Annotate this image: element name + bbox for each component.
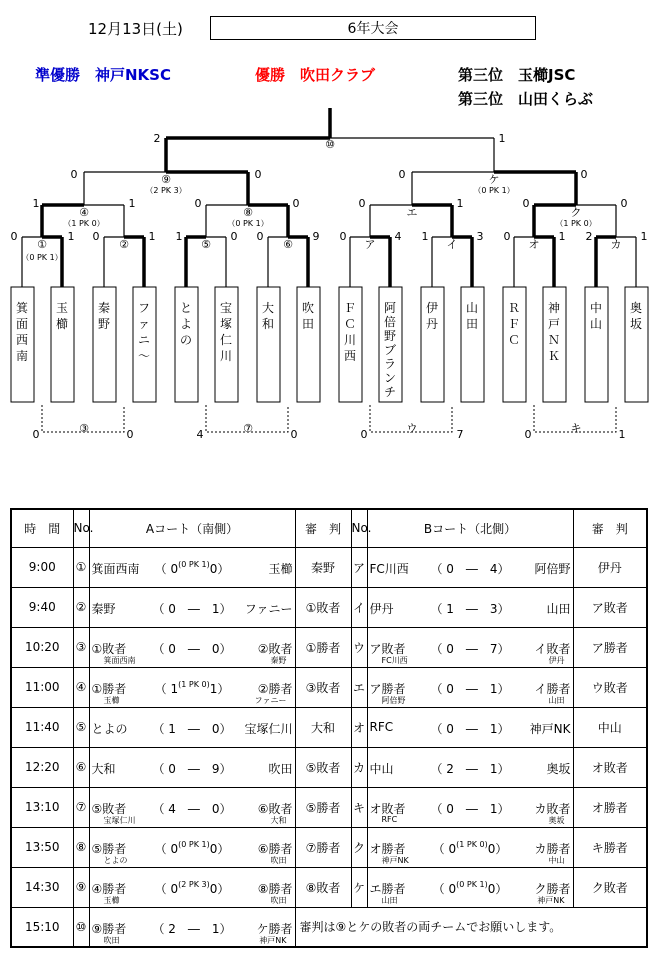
header-no: No.	[73, 509, 89, 547]
team-name: 伊丹	[425, 301, 439, 331]
match-no: オ	[351, 707, 367, 747]
team-name: ＲＦＣ	[507, 301, 521, 347]
match-label: ⑩	[325, 138, 335, 151]
match-label: ⑨	[161, 173, 171, 186]
match-label: ④	[79, 206, 89, 219]
match-no: ⑩	[73, 907, 89, 947]
match-label: ②	[119, 238, 129, 251]
referee-cell: ア敗者	[573, 587, 647, 627]
svg-text:4: 4	[394, 230, 402, 243]
match-cell: オ敗者 RFC （ 0 ― 1） カ敗者 奥坂	[367, 787, 573, 827]
svg-text:1: 1	[498, 132, 506, 145]
third-place-1: 第三位 玉櫛JSC	[458, 66, 576, 84]
time-cell: 13:50	[11, 827, 73, 867]
table-header	[11, 509, 647, 547]
team-name: 神戸ＮＫ	[547, 301, 561, 363]
svg-text:0: 0	[503, 230, 511, 243]
match-cell: ア敗者 FC川西 （ 0 ― 7） イ敗者 伊丹	[367, 627, 573, 667]
match-label: ウ	[406, 422, 418, 435]
team-name: 大和	[261, 301, 275, 331]
svg-text:0: 0	[126, 428, 134, 441]
team-name: 宝塚仁川	[219, 301, 233, 363]
time-cell: 13:10	[11, 787, 73, 827]
match-label: ケ	[488, 173, 500, 186]
team-name: ファニ～	[137, 301, 151, 363]
svg-text:0: 0	[358, 197, 366, 210]
referee-cell: ⑦勝者	[295, 827, 351, 867]
svg-text:0: 0	[339, 230, 347, 243]
pk-note: （2 PK 3）	[145, 186, 187, 195]
svg-text:1: 1	[128, 197, 136, 210]
match-no: キ	[351, 787, 367, 827]
svg-text:0: 0	[398, 168, 406, 181]
match-label: ⑤	[201, 238, 211, 251]
time-cell: 10:20	[11, 627, 73, 667]
table-row	[11, 707, 647, 747]
svg-text:2: 2	[585, 230, 593, 243]
header-time: 時 間	[11, 509, 73, 547]
match-cell: ④勝者 玉櫛 （ $0^{(2 PK 3)}0$） ⑧勝者 吹田	[89, 867, 295, 907]
referee-cell: ⑧敗者	[295, 867, 351, 907]
svg-text:0: 0	[522, 197, 530, 210]
match-no: ケ	[351, 867, 367, 907]
match-no: ウ	[351, 627, 367, 667]
referee-cell: ア勝者	[573, 627, 647, 667]
referee-cell: オ勝者	[573, 787, 647, 827]
team-name: 阿倍野ブランチ	[383, 301, 397, 399]
team-name: 中山	[589, 301, 603, 331]
match-cell: FC川西 （ 0 ― 4） 阿倍野	[367, 547, 573, 587]
svg-text:0: 0	[70, 168, 78, 181]
header-referee: 審 判	[295, 509, 351, 547]
referee-cell: 秦野	[295, 547, 351, 587]
svg-text:0: 0	[360, 428, 368, 441]
date-label: 12月13日(土)	[88, 20, 183, 38]
runner-up-label: 準優勝 神戸NKSC	[35, 66, 171, 84]
match-cell: RFC （ 0 ― 1） 神戸NK	[367, 707, 573, 747]
match-label: エ	[406, 206, 418, 219]
match-label: ⑥	[283, 238, 293, 251]
referee-cell: ①敗者	[295, 587, 351, 627]
table-row	[11, 787, 647, 827]
svg-text:0: 0	[256, 230, 264, 243]
match-no: ⑥	[73, 747, 89, 787]
pk-note: （0 PK 1）	[21, 253, 63, 262]
match-no: エ	[351, 667, 367, 707]
table-row	[11, 827, 647, 867]
match-cell: ①敗者 箕面西南 （ 0 ― 0） ②敗者 秦野	[89, 627, 295, 667]
match-label: ⑦	[243, 422, 253, 435]
time-cell: 11:40	[11, 707, 73, 747]
match-no: ⑧	[73, 827, 89, 867]
match-cell: 中山 （ 2 ― 1） 奥坂	[367, 747, 573, 787]
match-cell: ⑤敗者 宝塚仁川 （ 4 ― 0） ⑥敗者 大和	[89, 787, 295, 827]
match-no: ②	[73, 587, 89, 627]
time-cell: 11:00	[11, 667, 73, 707]
match-no: ⑦	[73, 787, 89, 827]
match-cell: 箕面西南 （ $0^{(0 PK 1)}0$） 玉櫛	[89, 547, 295, 587]
svg-text:0: 0	[292, 197, 300, 210]
svg-text:1: 1	[640, 230, 648, 243]
match-label: カ	[610, 238, 622, 251]
referee-cell: ③敗者	[295, 667, 351, 707]
third-place-2: 第三位 山田くらぶ	[458, 90, 594, 108]
match-label: キ	[570, 422, 582, 435]
svg-text:0: 0	[290, 428, 298, 441]
table-row	[11, 747, 647, 787]
match-label: ク	[570, 206, 582, 219]
svg-text:0: 0	[524, 428, 532, 441]
referee-cell: ⑤勝者	[295, 787, 351, 827]
match-no: ク	[351, 827, 367, 867]
referee-cell: 中山	[573, 707, 647, 747]
pk-note: （1 PK 0）	[63, 219, 105, 228]
header-no: No.	[351, 509, 367, 547]
time-cell: 9:40	[11, 587, 73, 627]
match-label: ⑧	[243, 206, 253, 219]
match-no: ⑨	[73, 867, 89, 907]
match-no: ④	[73, 667, 89, 707]
match-cell: ①勝者 玉櫛 （ $1^{(1 PK 0)}1$） ②勝者 ファニー	[89, 667, 295, 707]
table-row	[11, 547, 647, 587]
pk-note: （1 PK 0）	[555, 219, 597, 228]
svg-text:0: 0	[92, 230, 100, 243]
table-row	[11, 627, 647, 667]
match-cell: ⑤勝者 とよの （ $0^{(0 PK 1)}0$） ⑥勝者 吹田	[89, 827, 295, 867]
time-cell: 15:10	[11, 907, 73, 947]
svg-text:1: 1	[456, 197, 464, 210]
match-no: イ	[351, 587, 367, 627]
referee-cell: ⑤敗者	[295, 747, 351, 787]
match-no: ③	[73, 627, 89, 667]
referee-cell: オ敗者	[573, 747, 647, 787]
header-referee: 審 判	[573, 509, 647, 547]
svg-text:1: 1	[32, 197, 40, 210]
pk-note: （0 PK 1）	[227, 219, 269, 228]
final-row: 15:10 ⑩ ⑨勝者 吹田 （ 2 ― 1） ケ勝者 神戸NK 審判は⑨とケの敗者の両チームでお願いします。	[11, 907, 647, 947]
svg-text:0: 0	[32, 428, 40, 441]
team-name: 奥坂	[629, 301, 643, 331]
match-label: ア	[364, 238, 376, 251]
svg-text:0: 0	[580, 168, 588, 181]
match-cell: 伊丹 （ 1 ― 3） 山田	[367, 587, 573, 627]
svg-text:3: 3	[476, 230, 484, 243]
team-name: 吹田	[301, 301, 315, 331]
final-note: 審判は⑨とケの敗者の両チームでお願いします。	[295, 907, 647, 947]
schedule-table	[10, 508, 648, 948]
svg-text:4: 4	[196, 428, 204, 441]
referee-cell: ウ敗者	[573, 667, 647, 707]
svg-text:0: 0	[620, 197, 628, 210]
match-cell: エ勝者 山田 （ $0^{(0 PK 1)}0$） ク勝者 神戸NK	[367, 867, 573, 907]
champion-label: 優勝 吹田クラブ	[255, 66, 376, 84]
match-cell: 秦野 （ 0 ― 1） ファニー	[89, 587, 295, 627]
svg-text:0: 0	[230, 230, 238, 243]
time-cell: 9:00	[11, 547, 73, 587]
svg-text:7: 7	[456, 428, 464, 441]
match-no: ア	[351, 547, 367, 587]
time-cell: 12:20	[11, 747, 73, 787]
match-cell: とよの （ 1 ― 0） 宝塚仁川	[89, 707, 295, 747]
svg-text:1: 1	[175, 230, 183, 243]
svg-text:1: 1	[618, 428, 626, 441]
match-label: イ	[446, 238, 458, 251]
svg-text:0: 0	[10, 230, 18, 243]
referee-cell: 大和	[295, 707, 351, 747]
team-name: 秦野	[97, 301, 111, 331]
match-label: ③	[79, 422, 89, 435]
svg-text:1: 1	[558, 230, 566, 243]
team-name: 山田	[465, 301, 479, 331]
match-label: オ	[528, 238, 540, 251]
table-row	[11, 667, 647, 707]
match-no: ①	[73, 547, 89, 587]
svg-text:9: 9	[312, 230, 320, 243]
table-row	[11, 867, 647, 907]
team-name: ＦＣ川西	[343, 301, 357, 363]
referee-cell: キ勝者	[573, 827, 647, 867]
svg-text:1: 1	[421, 230, 429, 243]
match-cell: オ勝者 神戸NK （ $0^{(1 PK 0)}0$） カ勝者 中山	[367, 827, 573, 867]
match-cell: 大和 （ 0 ― 9） 吹田	[89, 747, 295, 787]
table-row	[11, 587, 647, 627]
referee-cell: ①勝者	[295, 627, 351, 667]
match-cell: ア勝者 阿倍野 （ 0 ― 1） イ勝者 山田	[367, 667, 573, 707]
match-label: ①	[37, 238, 47, 251]
header-b-court: Bコート（北側）	[367, 509, 573, 547]
team-name: とよの	[179, 301, 193, 347]
time-cell: 14:30	[11, 867, 73, 907]
svg-text:0: 0	[254, 168, 262, 181]
team-name: 箕面西南	[15, 301, 29, 363]
referee-cell: ク敗者	[573, 867, 647, 907]
svg-text:2: 2	[153, 132, 161, 145]
pk-note: （0 PK 1）	[473, 186, 515, 195]
tournament-title: 6年大会	[210, 16, 536, 40]
match-no: カ	[351, 747, 367, 787]
team-name: 玉櫛	[55, 301, 69, 331]
svg-text:0: 0	[194, 197, 202, 210]
svg-text:1: 1	[67, 230, 75, 243]
match-no: ⑤	[73, 707, 89, 747]
svg-text:1: 1	[148, 230, 156, 243]
header-a-court: Aコート（南側）	[89, 509, 295, 547]
referee-cell: 伊丹	[573, 547, 647, 587]
